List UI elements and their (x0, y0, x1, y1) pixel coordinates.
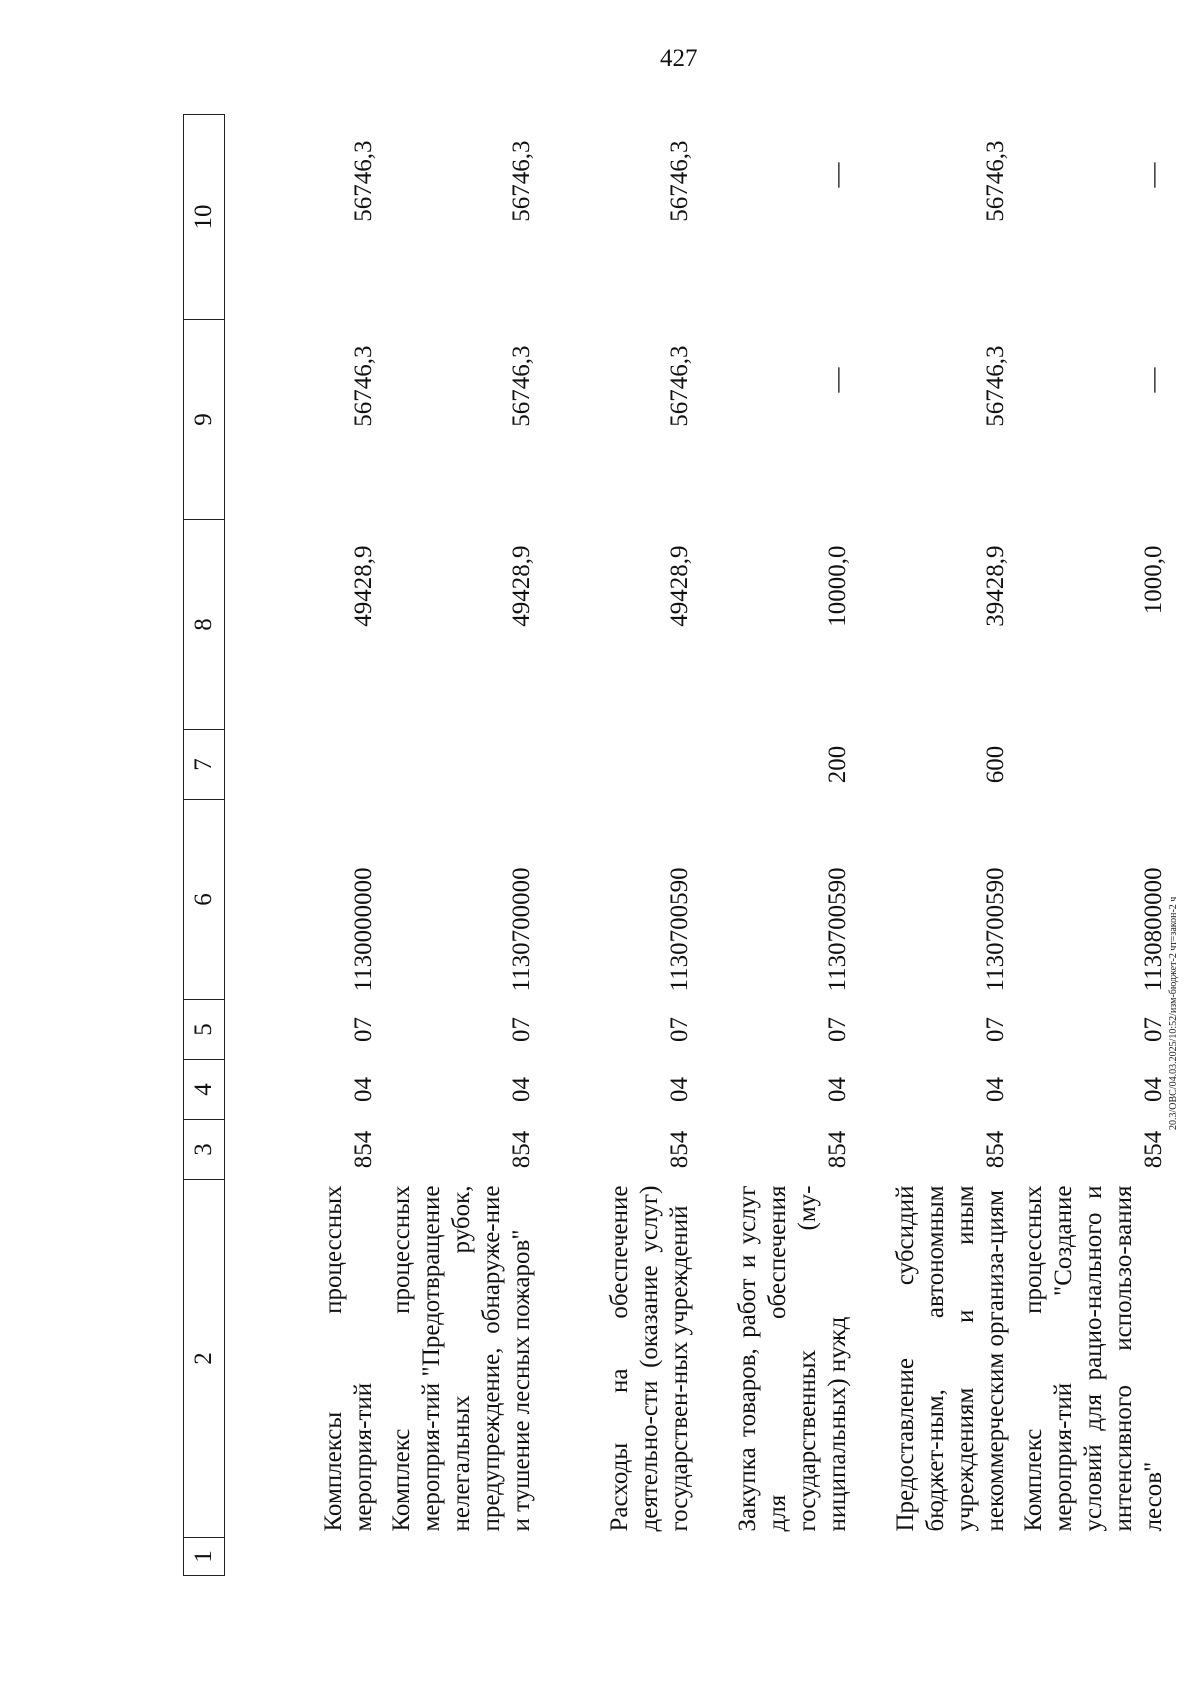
cell-col6: 1130700590 (982, 867, 1009, 992)
cell-col6: 1130000000 (350, 867, 377, 992)
cell-col5: 07 (824, 1017, 851, 1042)
cell-col8: 1000,0 (1140, 545, 1167, 615)
cell-col1 (1015, 1538, 1173, 1576)
cell-col5: 07 (982, 1017, 1009, 1042)
table-row (541, 115, 699, 1576)
cell-col3: 854 (982, 1130, 1009, 1169)
cell-col7 (1015, 730, 1173, 800)
cell-name: Закупка товаров, работ и услуг для обеспечения государственных (му-ниципальных) нужд (734, 1185, 851, 1532)
cell-col1 (225, 1538, 384, 1576)
page-number: 427 (660, 45, 698, 72)
cell-col5: 07 (666, 1017, 693, 1042)
cell-col3: 854 (350, 1130, 377, 1169)
cell-col6: 1130700000 (508, 867, 535, 992)
cell-col6: 1130800000 (1140, 867, 1167, 992)
cell-col4: 04 (982, 1077, 1009, 1102)
cell-col7 (383, 730, 541, 800)
header-cell-7: 7 (184, 730, 225, 800)
cell-col8: 39428,9 (982, 545, 1009, 627)
cell-col4: 04 (666, 1077, 693, 1102)
cell-col1 (699, 1538, 857, 1576)
cell-col8: 49428,9 (508, 545, 535, 627)
cell-col10: — (1140, 162, 1167, 188)
cell-name: Комплекс процессных мероприя-тий "Создание условий для рацио-нального и интенсивного использо-вания лесов" (1020, 1185, 1167, 1532)
table-row (1015, 115, 1173, 1576)
header-cell-4: 4 (184, 1060, 225, 1120)
cell-col1 (857, 1538, 1015, 1576)
cell-col6: 1130700590 (824, 867, 851, 992)
budget-table-sheet (183, 115, 1167, 1576)
cell-col9: 56746,3 (982, 345, 1009, 427)
table-row (225, 115, 384, 1576)
cell-col5: 07 (508, 1017, 535, 1042)
cell-col9: 56746,3 (350, 345, 377, 427)
cell-name: Комплексы процессных мероприя-тий (320, 1185, 377, 1532)
header-cell-3: 3 (184, 1120, 225, 1180)
cell-name: Комплекс процессных мероприя-тий "Предотвращение нелегальных рубок, предупреждение, обнаруже-ние и тушение лесных пожаров" (388, 1185, 535, 1532)
cell-col7: 200 (824, 745, 851, 784)
cell-col10: 56746,3 (350, 140, 377, 222)
cell-col9: — (1140, 367, 1167, 393)
budget-table (183, 114, 1173, 1576)
cell-col10: 56746,3 (508, 140, 535, 222)
header-row (184, 115, 225, 1576)
cell-col10: 56746,3 (666, 140, 693, 222)
document-stamp: 20.3/ОВС/04.03.2025/10:52/изм-бюджет-2 чт=закон-2 ч (1168, 896, 1179, 1130)
header-cell-5: 5 (184, 1000, 225, 1060)
header-cell-1: 1 (184, 1538, 225, 1576)
cell-col9: 56746,3 (666, 345, 693, 427)
header-cell-9: 9 (184, 320, 225, 520)
cell-col10: 56746,3 (982, 140, 1009, 222)
cell-col1 (383, 1538, 541, 1576)
header-cell-10: 10 (184, 115, 225, 320)
cell-col6: 1130700590 (666, 867, 693, 992)
cell-col5: 07 (350, 1017, 377, 1042)
table-row (383, 115, 541, 1576)
cell-col9: 56746,3 (508, 345, 535, 427)
table-row (857, 115, 1015, 1576)
cell-col7 (541, 730, 699, 800)
cell-col3: 854 (508, 1130, 535, 1169)
cell-name: Предоставление субсидий бюджет-ным, автономным учреждениям и иным некоммерческим организа-циям (892, 1185, 1009, 1532)
cell-col3: 854 (666, 1130, 693, 1169)
cell-col4: 04 (1140, 1077, 1167, 1102)
header-cell-6: 6 (184, 800, 225, 1000)
cell-name: Расходы на обеспечение деятельно-сти (оказание услуг) государствен-ных учреждений (606, 1185, 693, 1532)
header-cell-2: 2 (184, 1180, 225, 1538)
cell-col3: 854 (1140, 1130, 1167, 1169)
cell-col9: — (824, 367, 851, 393)
table-row (699, 115, 857, 1576)
cell-col7 (225, 730, 384, 800)
cell-col3: 854 (824, 1130, 851, 1169)
cell-col7: 600 (982, 745, 1009, 784)
cell-col4: 04 (350, 1077, 377, 1102)
header-cell-8: 8 (184, 520, 225, 730)
cell-col1 (541, 1538, 699, 1576)
cell-col8: 49428,9 (666, 545, 693, 627)
cell-col8: 49428,9 (350, 545, 377, 627)
cell-col8: 10000,0 (824, 545, 851, 627)
cell-col4: 04 (824, 1077, 851, 1102)
cell-col10: — (824, 162, 851, 188)
cell-col5: 07 (1140, 1017, 1167, 1042)
cell-col4: 04 (508, 1077, 535, 1102)
